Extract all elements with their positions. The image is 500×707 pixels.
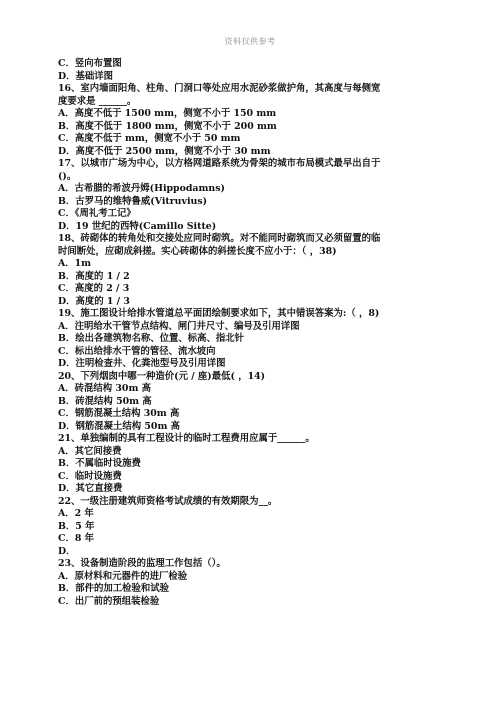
text-line: B．5 年: [58, 520, 95, 532]
text-line: C．出厂前的预组装检验: [58, 595, 160, 607]
text-line: B．绘出各建筑物名称、位置、标高、指北针: [58, 333, 245, 344]
text-line: C．竖向布置图: [58, 58, 122, 69]
text-line: 22、一级注册建筑师资格考试成绩的有效期限为__。: [58, 495, 278, 507]
text-line: D．高度的 1 / 3: [58, 295, 130, 307]
text-line: A．砖混结构 30m 高: [58, 383, 152, 394]
text-line: 19、施工图设计给排水管道总平面团绘制要求如下，其中错误答案为:（ ，8): [58, 308, 380, 319]
document-body: [58, 58, 443, 608]
text-line: B．高度的 1 / 2: [58, 270, 130, 282]
text-line: 度要求是 ______。: [58, 95, 137, 107]
text-line: D．基础详图: [58, 70, 114, 82]
text-line: A．其它间接费: [58, 445, 122, 457]
text-line: 时间断处，应砌成斜搓。实心砖砌体的斜搓长度不应小于：（ ，38): [58, 245, 337, 257]
text-line: B．高度不低于 1800 mm，侧宽不小于 200 mm: [58, 120, 277, 132]
text-line: 21、单独编制的具有工程设计的临时工程费用应属于______。: [58, 433, 315, 444]
text-line: A．2 年: [58, 508, 94, 519]
text-line: C．《周礼考工记》: [58, 208, 136, 219]
text-line: A．高度不低于 1500 mm，侧宽不小于 150 mm: [58, 108, 277, 119]
text-line: B．不属临时设施费: [58, 458, 141, 469]
text-line: B．古罗马的维特鲁威(Vitruvius): [58, 195, 208, 207]
text-line: C．标出给排水干管的管径、流水坡向: [58, 345, 216, 357]
text-line: 20、下列烟囱中哪一种造价(元 / 座)最低( ，14): [58, 370, 266, 382]
text-line: D．钢筋混凝土结构 50m 高: [58, 420, 180, 432]
text-line: B．砖混结构 50m 高: [58, 395, 152, 407]
text-line: B．部件的加工检验和试验: [58, 583, 170, 594]
text-line: A．原材料和元器件的进厂检验: [58, 570, 188, 582]
text-line: C．钢筋混凝土结构 30m 高: [58, 408, 180, 419]
text-line: 17、以城市广场为中心，以方格网道路系统为骨架的城市布局模式最早出自于: [58, 158, 381, 169]
text-line: D．其它直接费: [58, 483, 123, 494]
text-line: 16、室内墙面阳角、柱角、门洞口等处应用水泥砂浆做护角，其高度与每侧宽: [58, 83, 381, 94]
text-line: D．注明检查井、化粪池型号及引用详图: [58, 358, 226, 369]
text-line: D．高度不低于 2500 mm，侧宽不小于 30 mm: [58, 145, 271, 157]
text-line: C．临时设施费: [58, 470, 122, 482]
text-line: 23、设备制造阶段的监理工作包括（）。: [58, 558, 226, 569]
text-line: C．8 年: [58, 533, 94, 544]
text-line: ()。: [58, 170, 77, 182]
text-line: 18、砖砌体的转角处和交接处应同时砌筑。对不能同时砌筑而又必须留置的临: [58, 233, 381, 244]
page-header: 资料仅供参考: [224, 37, 276, 46]
text-line: A．古希腊的希波丹姆(Hippodamns): [58, 183, 225, 194]
text-line: A．注明给水干管节点结构、闸门井尺寸、编号及引用详图: [58, 320, 300, 332]
text-line: C．高度的 2 / 3: [58, 283, 130, 294]
text-line: D．: [58, 545, 76, 557]
text-line: A．1m: [58, 258, 92, 269]
text-line: C．高度不低于 mm，侧宽不小于 50 mm: [58, 133, 241, 144]
text-line: D．19 世纪的西特(Camillo Sitte): [58, 220, 217, 232]
